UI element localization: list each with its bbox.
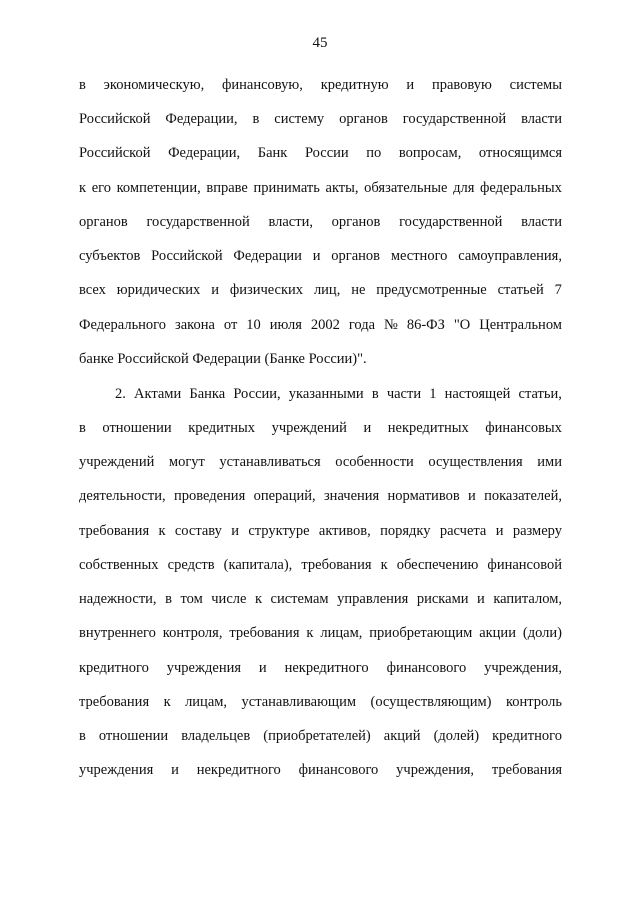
text-word: Актами: [134, 386, 182, 402]
text-word: "О: [453, 317, 471, 333]
text-word: (осуществляющим): [370, 694, 492, 710]
text-word: требования: [301, 557, 372, 573]
text-word: Федерации,: [168, 145, 241, 161]
text-word: обеспечению: [396, 557, 479, 573]
text-word: Федерального: [79, 317, 167, 333]
text-word: учреждения: [166, 660, 242, 676]
text-word: требования: [79, 523, 150, 539]
text-word: года: [348, 317, 376, 333]
text-line: [79, 315, 562, 335]
text-word: собственных: [79, 557, 159, 573]
text-word: его: [91, 180, 111, 196]
text-word: власти: [521, 111, 562, 127]
text-word: к: [158, 523, 166, 539]
text-word: лицам,: [185, 694, 228, 710]
text-word: в: [165, 591, 172, 607]
text-word: кредитных: [188, 420, 256, 436]
text-word: Федерации: [233, 248, 302, 264]
text-word: требования: [491, 762, 562, 778]
text-word: не: [351, 282, 366, 298]
text-word: владельцев: [181, 728, 251, 744]
text-word: самоуправления,: [458, 248, 562, 264]
text-word: кредитного: [79, 660, 149, 676]
text-word: порядку: [380, 523, 431, 539]
text-word: Банка: [189, 386, 226, 402]
text-word: власти: [521, 214, 562, 230]
text-word: капиталом,: [493, 591, 562, 607]
text-word: финансовых: [485, 420, 562, 436]
text-word: числе: [211, 591, 247, 607]
text-line: [79, 692, 562, 712]
text-word: государственной: [146, 214, 250, 230]
text-word: и: [258, 660, 267, 676]
text-line: [79, 726, 562, 746]
text-word: №: [384, 317, 398, 333]
text-word: и: [231, 523, 239, 539]
text-word: некредитного: [196, 762, 281, 778]
text-word: управления: [337, 591, 409, 607]
text-word: и: [211, 282, 219, 298]
text-word: вопросам,: [398, 145, 462, 161]
text-word: 2.: [115, 386, 126, 402]
text-word: нормативов: [387, 488, 460, 504]
text-word: органов: [79, 214, 128, 230]
text-word: указанными: [288, 386, 364, 402]
text-word: в: [252, 111, 260, 127]
text-word: 86-ФЗ: [406, 317, 445, 333]
text-line: [79, 486, 562, 506]
text-word: требования: [229, 625, 300, 641]
text-line: [79, 521, 562, 541]
text-word: относящимся: [478, 145, 562, 161]
text-word: вправе: [206, 180, 248, 196]
text-word: показателей,: [484, 488, 562, 504]
text-word: местного: [390, 248, 448, 264]
text-word: финансовой: [487, 557, 562, 573]
text-line: [79, 452, 562, 472]
text-word: органов: [331, 248, 381, 264]
text-word: проведения: [173, 488, 246, 504]
text-word: власти,: [268, 214, 313, 230]
text-word: (приобретателей): [263, 728, 371, 744]
text-word: и: [406, 77, 415, 93]
text-word: Банк: [257, 145, 288, 161]
text-line: [79, 109, 562, 129]
text-word: июля: [269, 317, 302, 333]
text-word: юридических: [116, 282, 201, 298]
text-word: органов: [339, 111, 388, 127]
text-word: по: [366, 145, 382, 161]
text-word: средств: [167, 557, 215, 573]
text-word: закона: [175, 317, 215, 333]
text-word: некредитного: [284, 660, 369, 676]
text-word: федеральных: [480, 180, 562, 196]
text-word: лиц,: [313, 282, 341, 298]
text-word: и: [495, 523, 504, 539]
text-word: всех: [79, 282, 106, 298]
text-word: приобретающим: [369, 625, 473, 641]
text-word: и: [171, 762, 179, 778]
text-word: физических: [229, 282, 304, 298]
text-word: в: [79, 728, 86, 744]
text-word: и: [363, 420, 372, 436]
text-word: субъектов: [79, 248, 141, 264]
text-word: контроль: [505, 694, 562, 710]
text-word: государственной: [402, 111, 507, 127]
text-word: органов: [331, 214, 381, 230]
text-word: 7: [554, 282, 562, 298]
text-word: активов,: [318, 523, 371, 539]
text-line: [79, 623, 562, 643]
text-word: России: [304, 145, 349, 161]
text-word: могут: [168, 454, 205, 470]
text-word: рисками: [416, 591, 469, 607]
text-word: Российской: [79, 111, 151, 127]
text-word: операций,: [253, 488, 316, 504]
text-word: (капитала),: [223, 557, 293, 573]
text-word: некредитных: [387, 420, 469, 436]
text-word: акции: [479, 625, 516, 641]
text-word: 1: [429, 386, 437, 402]
text-word: и: [312, 248, 321, 264]
text-word: учреждения,: [484, 660, 562, 676]
text-word: России,: [233, 386, 281, 402]
text-word: контроля,: [162, 625, 223, 641]
text-word: расчета: [439, 523, 487, 539]
text-word: внутреннего: [79, 625, 156, 641]
text-word: систему: [274, 111, 325, 127]
text-line: [79, 178, 562, 198]
text-word: от: [223, 317, 238, 333]
text-word: финансового: [386, 660, 467, 676]
text-word: в: [79, 77, 86, 93]
text-word: отношении: [102, 420, 172, 436]
text-word: структуре: [248, 523, 310, 539]
text-word: ими: [537, 454, 562, 470]
text-word: учреждения,: [396, 762, 475, 778]
text-word: отношении: [98, 728, 169, 744]
text-word: надежности,: [79, 591, 157, 607]
text-word: (долей): [433, 728, 480, 744]
text-word: и: [477, 591, 485, 607]
text-word: размеру: [512, 523, 562, 539]
text-word: акты,: [325, 180, 359, 196]
text-word: финансовую,: [222, 77, 303, 93]
text-word: в: [371, 386, 379, 402]
text-word: правовую: [431, 77, 492, 93]
text-line: [115, 384, 562, 404]
text-word: для: [453, 180, 475, 196]
text-line: [79, 349, 562, 369]
text-word: кредитную: [320, 77, 389, 93]
text-word: требования: [79, 694, 150, 710]
text-word: предусмотренные: [376, 282, 487, 298]
text-word: банке Российской Федерации (Банке России)".: [79, 351, 367, 367]
text-word: экономическую,: [103, 77, 205, 93]
text-word: компетенции,: [116, 180, 201, 196]
text-word: в: [79, 420, 86, 436]
text-word: статьи,: [518, 386, 562, 402]
text-word: кредитного: [492, 728, 562, 744]
text-word: 2002: [310, 317, 340, 333]
text-word: системам: [270, 591, 329, 607]
text-line: [79, 555, 562, 575]
text-word: Российской: [79, 145, 151, 161]
text-line: [79, 246, 562, 266]
text-word: принимать: [253, 180, 320, 196]
text-word: Российской: [151, 248, 223, 264]
text-word: Федерации,: [165, 111, 238, 127]
text-word: Центральном: [479, 317, 562, 333]
text-line: [79, 760, 562, 780]
text-word: акций: [383, 728, 421, 744]
text-word: и: [468, 488, 476, 504]
text-word: к: [163, 694, 171, 710]
text-line: [79, 75, 562, 95]
text-line: [79, 143, 562, 163]
text-word: обязательные: [364, 180, 448, 196]
text-word: значения: [323, 488, 380, 504]
text-word: осуществления: [428, 454, 523, 470]
text-word: учреждений: [271, 420, 347, 436]
text-word: 10: [246, 317, 261, 333]
text-word: том: [180, 591, 203, 607]
text-word: системы: [509, 77, 562, 93]
text-word: лицам,: [320, 625, 363, 641]
text-word: к: [380, 557, 388, 573]
text-word: к: [306, 625, 314, 641]
text-word: статьей: [497, 282, 544, 298]
text-word: (доли): [522, 625, 562, 641]
text-word: настоящей: [444, 386, 511, 402]
text-word: учреждений: [79, 454, 155, 470]
text-word: части: [386, 386, 422, 402]
text-line: [79, 589, 562, 609]
text-word: деятельности,: [79, 488, 166, 504]
text-word: составу: [174, 523, 222, 539]
text-word: к: [79, 180, 87, 196]
text-word: финансового: [298, 762, 379, 778]
text-word: государственной: [399, 214, 503, 230]
text-line: [79, 280, 562, 300]
text-word: устанавливающим: [241, 694, 357, 710]
text-line: [79, 658, 562, 678]
page-number: 45: [312, 35, 328, 51]
text-word: особенности: [335, 454, 414, 470]
text-line: [79, 212, 562, 232]
text-word: учреждения: [79, 762, 154, 778]
text-line: [79, 418, 562, 438]
text-word: устанавливаться: [219, 454, 321, 470]
text-word: к: [254, 591, 262, 607]
